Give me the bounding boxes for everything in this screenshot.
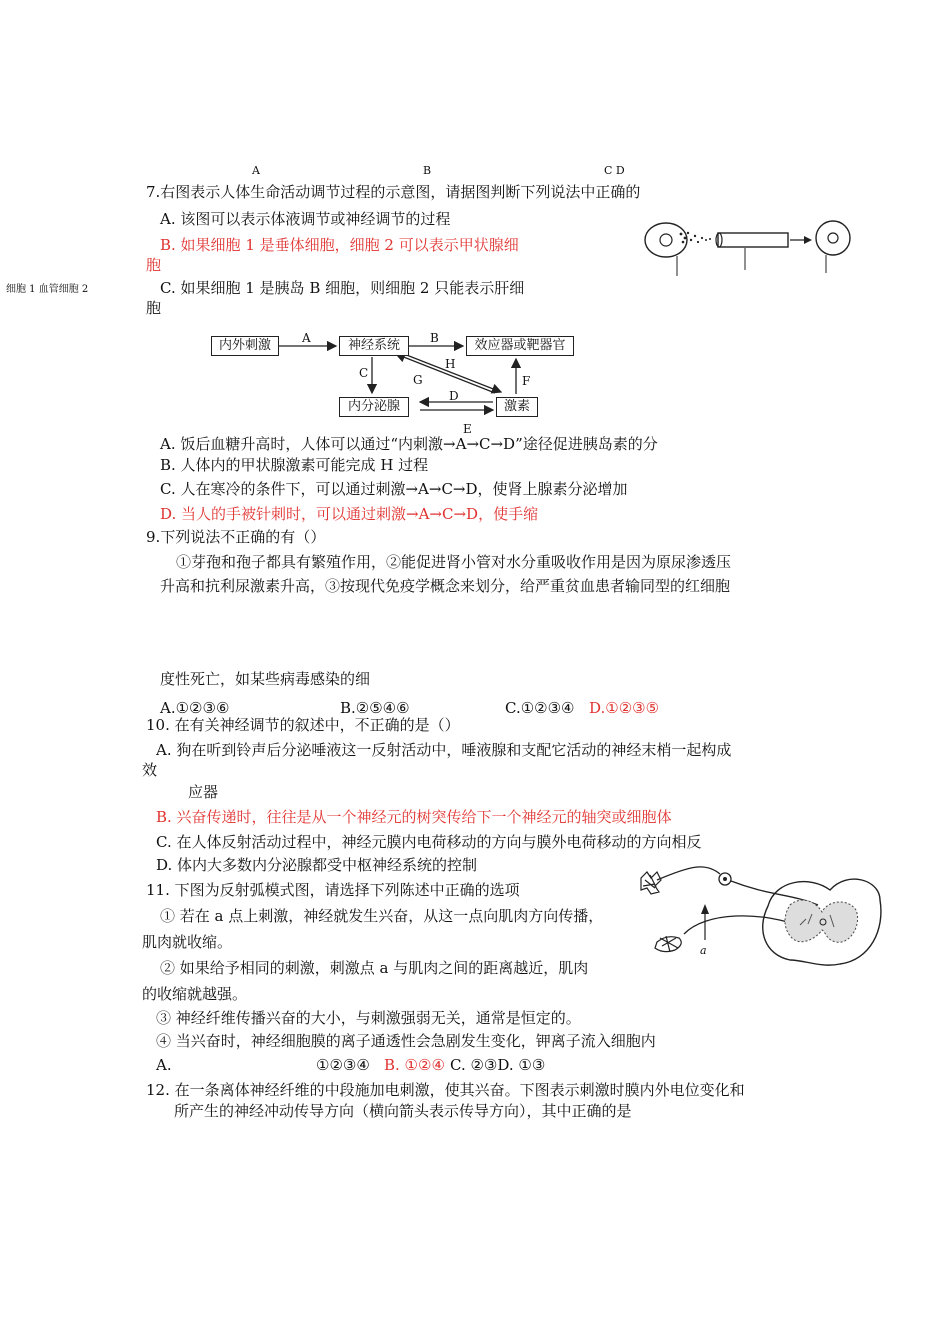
box-nervous-system: 神经系统 <box>339 336 409 356</box>
q11-statement-2-cont: 的收缩就越强。 <box>142 985 248 1003</box>
q10-option-a-cont2: 应器 <box>188 783 219 801</box>
q9-line-2: 升高和抗利尿激素升高，③按现代免疫学概念来划分，给严重贫血患者输同型的红细胞 <box>160 577 731 595</box>
edge-label-c: C <box>359 366 369 380</box>
q10-option-a-cont: 效 <box>142 761 158 779</box>
edge-label-b: B <box>430 331 439 345</box>
box-stimulus: 内外刺激 <box>211 336 279 356</box>
edge-label-g: G <box>413 373 423 387</box>
q10-stem: 10. 在有关神经调节的叙述中，不正确的是（） <box>146 716 460 734</box>
edge-label-f: F <box>522 374 531 388</box>
q7-option-b: B. 如果细胞 1 是垂体细胞，细胞 2 可以表示甲状腺细 <box>160 236 519 254</box>
box-endocrine-gland: 内分泌腺 <box>339 397 409 417</box>
q9-option-c: C.①②③④ <box>505 699 575 717</box>
q11-statement-1: ① 若在 a 点上刺激，神经就发生兴奋，从这一点向肌肉方向传播， <box>160 907 604 925</box>
box-hormone: 激素 <box>496 397 538 417</box>
q8-option-b: B. 人体内的甲状腺激素可能完成 H 过程 <box>160 456 429 474</box>
q9-line-1: ①芽孢和孢子都具有繁殖作用，②能促进肾小管对水分重吸收作用是因为原尿渗透压 <box>176 553 732 571</box>
q7-option-c: C. 如果细胞 1 是胰岛 B 细胞，则细胞 2 只能表示肝细 <box>160 279 525 297</box>
q12-stem-cont: 所产生的神经冲动传导方向（横向箭头表示传导方向），其中正确的是 <box>174 1102 632 1120</box>
q12-stem: 12. 在一条离体神经纤维的中段施加电刺激，使其兴奋。下图表示刺激时膜内外电位变化和 <box>146 1081 745 1099</box>
q11-option-a-label: A. <box>156 1056 172 1074</box>
q11-stem: 11. 下图为反射弧模式图，请选择下列陈述中正确的选项 <box>146 881 520 899</box>
q7-figure-caption: 细胞 1 血管细胞 2 <box>6 284 89 295</box>
q8-option-d: D. 当人的手被针刺时，可以通过刺激→A→C→D，使手缩 <box>160 505 539 523</box>
edge-label-e: E <box>463 422 472 436</box>
q9-option-d: D.①②③⑤ <box>589 699 660 717</box>
q7-option-b-cont: 胞 <box>146 256 162 274</box>
edge-label-d: D <box>449 389 459 403</box>
q7-option-a: A. 该图可以表示体液调节或神经调节的过程 <box>160 210 451 228</box>
q10-option-c: C. 在人体反射活动过程中，神经元膜内电荷移动的方向与膜外电荷移动的方向相反 <box>156 833 702 851</box>
q9-option-b: B.②⑤④⑥ <box>340 699 410 717</box>
q10-option-d: D. 体内大多数内分泌腺都受中枢神经系统的控制 <box>156 856 478 874</box>
top-label-b: B <box>423 164 432 177</box>
q11-option-a: ①②③④ <box>316 1056 370 1074</box>
q7-option-c-cont: 胞 <box>146 299 162 317</box>
q11-statement-3: ③ 神经纤维传播兴奋的大小，与刺激强弱无关，通常是恒定的。 <box>156 1009 581 1027</box>
q9-stem: 9.下列说法不正确的有（） <box>146 528 326 546</box>
box-effector: 效应器或靶器官 <box>466 336 574 356</box>
q8-option-c: C. 人在寒冷的条件下，可以通过刺激→A→C→D，使肾上腺素分泌增加 <box>160 480 628 498</box>
q7-stem: 7.右图表示人体生命活动调节过程的示意图，请据图判断下列说法中正确的 <box>146 183 641 201</box>
edge-label-h: H <box>445 357 456 371</box>
q8-option-a: A. 饭后血糖升高时，人体可以通过“内刺激→A→C→D”途径促进胰岛素的分 <box>160 435 658 453</box>
q11-option-cd: C. ②③D. ①③ <box>450 1056 546 1074</box>
q11-option-b: B. ①②④ <box>384 1056 445 1074</box>
q11-statement-2: ② 如果给予相同的刺激，刺激点 a 与肌肉之间的距离越近，肌肉 <box>160 959 589 977</box>
q11-statement-4: ④ 当兴奋时，神经细胞膜的离子通透性会急剧发生变化，钾离子流入细胞内 <box>156 1032 656 1050</box>
edge-label-a: A <box>302 331 311 345</box>
q11-statement-1-cont: 肌肉就收缩。 <box>142 933 233 951</box>
q9-line-3: 度性死亡，如某些病毒感染的细 <box>160 670 371 688</box>
top-label-cd: C D <box>604 164 625 177</box>
top-label-a: A <box>252 164 260 177</box>
q10-option-a: A. 狗在听到铃声后分泌唾液这一反射活动中，唾液腺和支配它活动的神经末梢一起构成 <box>156 741 732 759</box>
q10-option-b: B. 兴奋传递时，往往是从一个神经元的树突传给下一个神经元的轴突或细胞体 <box>156 808 672 826</box>
stimulus-point-a-label: a <box>700 944 707 957</box>
q9-option-a: A.①②③⑥ <box>160 699 230 717</box>
